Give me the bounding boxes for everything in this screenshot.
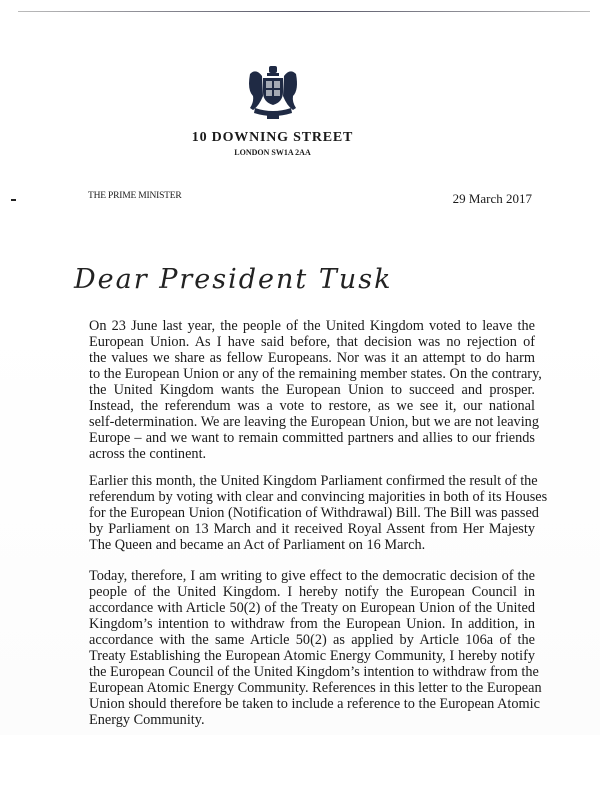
text-line: by Parliament on 13 March and it received Royal Assent from Her Majesty: [89, 521, 535, 537]
text-line: Instead, the referendum was a vote to restore, as we see it, our national: [89, 398, 535, 414]
text-line: Energy Community.: [89, 712, 205, 728]
text-line: for the European Union (Notification of Withdrawal) Bill. The Bill was passed: [89, 505, 539, 521]
text-line: the European Council of the United Kingdom’s intention to withdraw from the: [89, 664, 539, 680]
text-line: the values we share as fellow Europeans. Nor was it an attempt to do harm: [89, 350, 535, 366]
text-line: people of the United Kingdom. I hereby notify the European Council in: [89, 584, 535, 600]
text-line: Treaty Establishing the European Atomic Energy Community, I hereby notify: [89, 648, 535, 664]
text-line: Today, therefore, I am writing to give effect to the democratic decision of the: [89, 568, 535, 584]
salutation-text: Dear President Tusk: [74, 264, 393, 295]
top-rule: [18, 11, 590, 12]
text-line: Kingdom’s intention to withdraw from the European Union. In addition, in: [89, 616, 535, 632]
text-line: European Union. As I have said before, that decision was no rejection of: [89, 334, 535, 350]
paragraph-1: [89, 318, 542, 462]
text-line: Europe – and we want to remain committed partners and allies to our friends: [89, 430, 535, 446]
paragraph-3: [89, 568, 542, 728]
text-line: referendum by voting with clear and convincing majorities in both of its Houses: [89, 489, 548, 505]
text-line: the United Kingdom wants the European Union to succeed and prosper.: [89, 382, 535, 398]
text-line: Earlier this month, the United Kingdom Parliament confirmed the result of the: [89, 473, 538, 489]
text-line: On 23 June last year, the people of the United Kingdom voted to leave the: [89, 318, 535, 334]
paragraph-2: [89, 473, 548, 553]
royal-crest-icon: [247, 64, 299, 120]
text-line: Union should therefore be taken to include a reference to the European Atomic: [89, 696, 540, 712]
text-line: The Queen and became an Act of Parliament on 16 March.: [89, 537, 426, 553]
letter-date: 29 March 2017: [452, 191, 532, 206]
text-line: across the continent.: [89, 446, 207, 462]
text-line: self-determination. We are leaving the European Union, but we are not leaving: [89, 414, 539, 430]
text-line: accordance with Article 50(2) of the Treaty on European Union of the United: [89, 600, 535, 616]
handwritten-salutation: [74, 260, 393, 304]
margin-mark: [11, 199, 16, 201]
sender-title: THE PRIME MINISTER: [88, 191, 182, 201]
address-line-2: LONDON SW1A 2AA: [234, 148, 311, 157]
text-line: accordance with the same Article 50(2) as applied by Article 106a of the: [89, 632, 535, 648]
address-line-1: 10 DOWNING STREET: [191, 130, 354, 145]
text-line: European Atomic Energy Community. References in this letter to the European: [89, 680, 542, 696]
text-line: to the European Union or any of the remaining member states. On the contrary,: [89, 366, 542, 382]
